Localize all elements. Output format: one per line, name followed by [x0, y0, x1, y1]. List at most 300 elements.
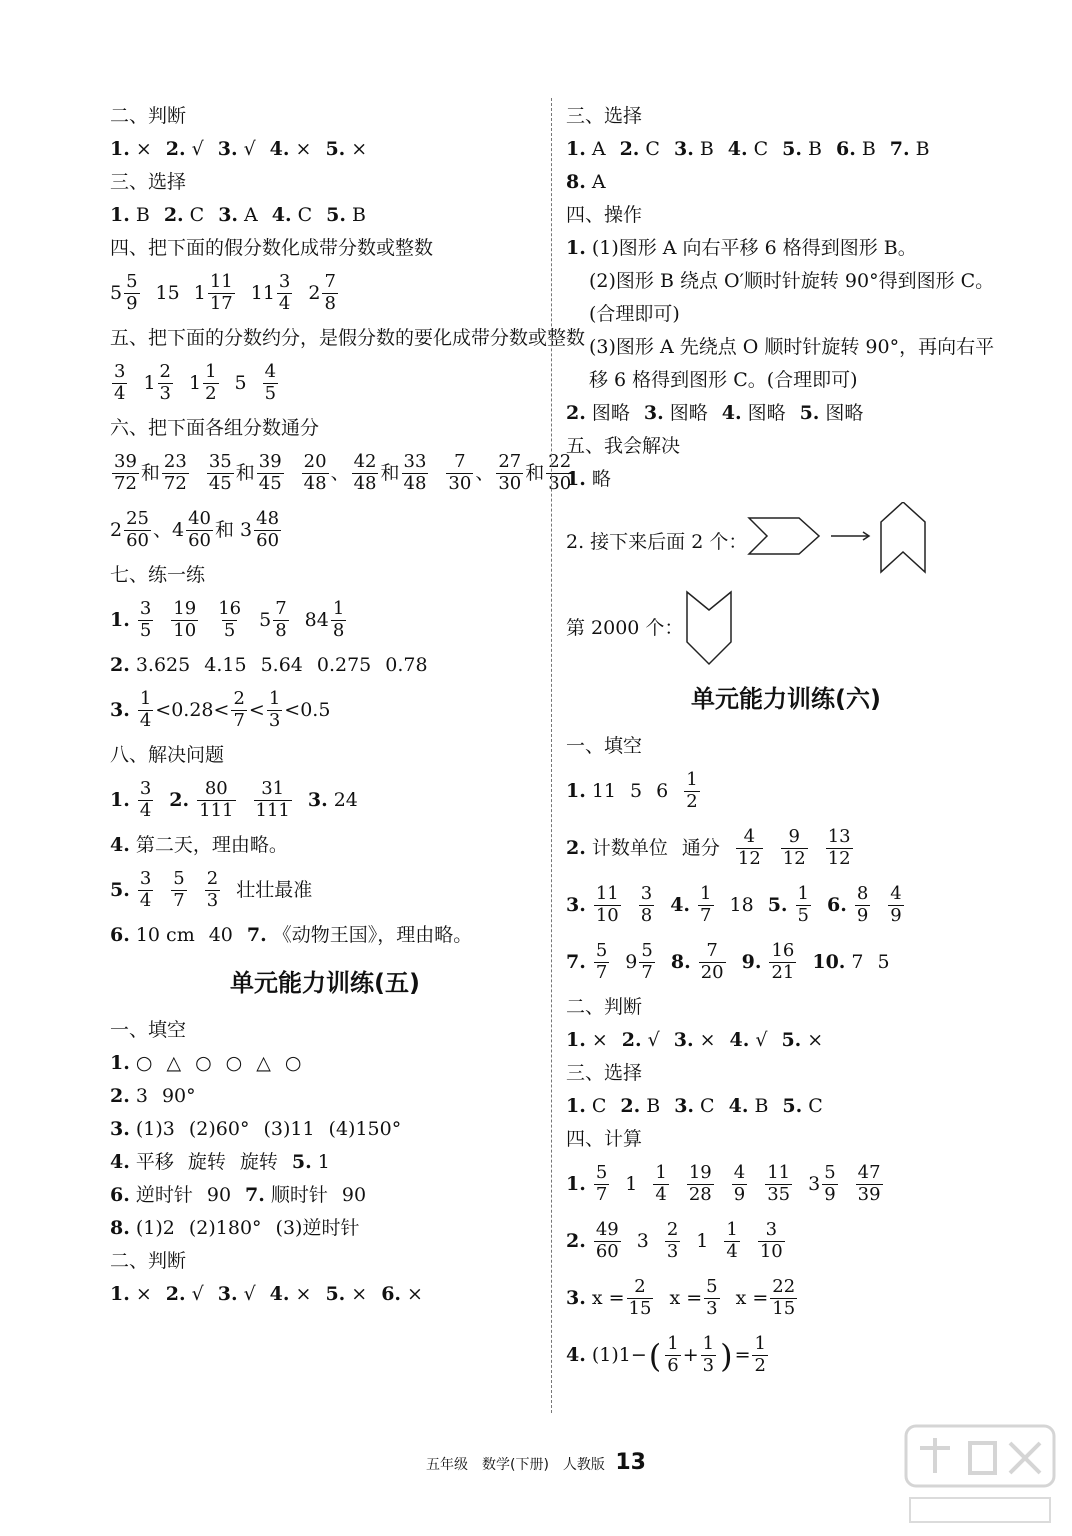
denominator: 3	[702, 1355, 715, 1376]
answer-item	[651, 1164, 670, 1205]
answer-text: √	[243, 1283, 256, 1306]
answer-item	[722, 1221, 741, 1262]
fraction	[796, 885, 811, 926]
fraction	[257, 453, 284, 494]
item-number: 4.	[721, 402, 742, 425]
answer-item	[670, 885, 715, 926]
answer-line	[110, 445, 572, 502]
answer-item	[110, 1283, 152, 1306]
answer-line	[566, 1024, 1006, 1057]
numerator: 80	[204, 778, 228, 800]
fraction	[112, 453, 139, 494]
numerator: 4	[733, 1162, 746, 1184]
denominator: 48	[353, 473, 377, 494]
item-number: 1.	[566, 1173, 586, 1196]
item-number: 4.	[670, 894, 691, 917]
answer-text: (4)150°	[328, 1118, 402, 1141]
denominator: 7	[700, 905, 712, 926]
answer-line	[110, 862, 540, 919]
answer-text: ×	[295, 138, 312, 161]
fraction	[704, 1278, 719, 1319]
denominator: 45	[208, 473, 232, 494]
answer-item	[189, 363, 221, 404]
denominator: 48	[403, 473, 427, 494]
answer-item	[566, 138, 606, 161]
section-heading: 二、判断	[110, 1250, 187, 1273]
item-number: 2.	[620, 1095, 641, 1118]
denominator: 2	[754, 1355, 766, 1376]
item-number: 3.	[566, 1287, 586, 1310]
item-number: 2.	[110, 654, 130, 677]
shape-answer	[566, 588, 1006, 668]
answer-item	[209, 924, 233, 947]
denominator: 6	[667, 1355, 679, 1376]
answer-line	[110, 1146, 540, 1179]
item-number: 8.	[566, 171, 586, 194]
answer-line	[566, 397, 1006, 430]
section-heading: 四、操作	[566, 204, 643, 227]
section-heading: 五、把下面的分数约分，是假分数的要化成带分数或整数	[110, 327, 586, 350]
item-number: 1.	[110, 1052, 130, 1075]
item-number: 2.	[566, 837, 586, 860]
answer-text: √	[191, 1283, 204, 1306]
answer-text: 《动物王国》，理由略。	[272, 924, 473, 947]
item-number: 7.	[889, 138, 910, 161]
denominator: 72	[114, 473, 137, 494]
numerator: 9	[788, 826, 800, 848]
answer-item	[326, 204, 366, 227]
answer-text: 90	[341, 1184, 367, 1207]
answer-item	[854, 1164, 885, 1205]
answer-line	[110, 829, 540, 862]
answer-item	[682, 837, 720, 860]
answer-item	[385, 654, 427, 677]
item-number: 4.	[566, 1344, 586, 1367]
answer-text: B	[352, 204, 366, 227]
answer-item	[756, 1221, 787, 1262]
answer-item	[566, 171, 606, 194]
answer-item	[300, 453, 431, 494]
answer-item	[110, 654, 190, 677]
numerator: 4	[890, 883, 902, 905]
numerator: 22	[548, 451, 572, 473]
answer-item	[276, 1217, 360, 1240]
answer-text: 1	[189, 372, 202, 395]
item-number: 1.	[110, 609, 130, 632]
item-number: 3.	[643, 402, 664, 425]
answer-item	[329, 1118, 402, 1141]
section-heading: 四、把下面的假分数化成带分数或整数	[110, 237, 434, 260]
answer-text: 逆时针	[135, 1184, 193, 1207]
item-number: 6.	[110, 924, 130, 947]
denominator: 12	[782, 848, 806, 869]
answer-text: ○	[284, 1052, 302, 1075]
section-heading: 三、选择	[566, 1062, 643, 1085]
page-number: 13	[615, 1450, 646, 1475]
answer-item	[342, 1184, 366, 1207]
fraction	[138, 600, 153, 641]
answer-item	[205, 453, 286, 494]
item-number: 4.	[271, 204, 292, 227]
fraction	[273, 600, 288, 641]
item-number: 5.	[782, 138, 803, 161]
fraction	[171, 600, 198, 641]
numerator: 2	[206, 868, 219, 890]
answer-item	[674, 1029, 716, 1052]
watermark-logo	[900, 1418, 1060, 1528]
numerator: 20	[303, 451, 327, 473]
answer-item	[566, 885, 623, 926]
answer-text: x =	[669, 1287, 703, 1310]
item-number: 1.	[110, 789, 130, 812]
answer-item	[663, 1221, 682, 1262]
fraction	[216, 600, 243, 641]
denominator: 35	[767, 1184, 791, 1205]
answer-text: 90°	[161, 1085, 196, 1108]
answer-line	[110, 1113, 540, 1146]
item-number: 1.	[566, 1095, 586, 1118]
answer-item	[110, 1217, 175, 1240]
numerator: 35	[208, 451, 232, 473]
answer-item	[808, 1164, 840, 1205]
denominator: 4	[139, 890, 152, 911]
answer-text: 平移	[135, 1151, 174, 1174]
answer-text: (2)60°	[188, 1118, 250, 1141]
answer-text: 7	[851, 951, 864, 974]
denominator: 48	[303, 473, 327, 494]
answer-line	[110, 1278, 540, 1311]
item-number: 5.	[291, 1151, 312, 1174]
item-number: 6.	[381, 1283, 402, 1306]
item-number: 4.	[729, 1029, 750, 1052]
numerator: 19	[173, 598, 197, 620]
answer-text: 2	[308, 282, 321, 305]
answer-paragraph: (2)图形 B 绕点 O′顺时针旋转 90°得到图形 C。(合理即可)	[589, 270, 995, 325]
shape-answer	[566, 496, 1006, 588]
answer-line	[566, 763, 1006, 820]
denominator: 4	[278, 293, 291, 314]
fraction	[302, 453, 329, 494]
denominator: 8	[324, 293, 336, 314]
answer-item	[143, 363, 175, 404]
answer-line	[566, 1156, 1006, 1213]
fraction	[446, 453, 473, 494]
answer-item	[625, 1173, 637, 1196]
answer-line	[566, 463, 1006, 496]
answer-text: (3)11	[263, 1118, 315, 1141]
answer-item	[188, 1151, 226, 1174]
answer-item	[730, 894, 754, 917]
fraction	[856, 1164, 883, 1205]
denominator: 3	[268, 710, 281, 731]
numerator: 1	[667, 1333, 679, 1355]
answer-item	[110, 834, 288, 857]
fraction	[769, 942, 796, 983]
answer-item	[226, 1052, 243, 1075]
answer-item	[162, 1085, 196, 1108]
item-number: 3.	[217, 138, 238, 161]
answer-item	[263, 1118, 314, 1141]
denominator: 9	[824, 1184, 836, 1205]
answer-item	[166, 1052, 181, 1075]
answer-line	[566, 166, 1006, 199]
denominator: 3	[159, 383, 171, 404]
answer-item	[890, 138, 930, 161]
answer-text: C	[645, 138, 660, 161]
next-two-shapes-figure	[747, 502, 937, 582]
answer-text: A	[591, 171, 606, 194]
answer-text: √	[191, 138, 204, 161]
denominator: 4	[139, 800, 152, 821]
answer-item	[729, 1095, 769, 1118]
answer-text: B	[808, 138, 822, 161]
item-number: 1.	[110, 204, 130, 227]
answer-line	[566, 133, 1006, 166]
answer-item	[110, 924, 195, 947]
answer-text: √	[647, 1029, 660, 1052]
answer-item	[781, 1029, 823, 1052]
item-number: 3.	[566, 894, 586, 917]
fraction	[277, 273, 292, 314]
answer-line	[110, 772, 540, 829]
answer-text: +	[682, 1344, 699, 1367]
denominator: 60	[595, 1241, 619, 1262]
denominator: 15	[772, 1298, 796, 1319]
answer-item	[674, 1095, 714, 1118]
answer-item	[566, 780, 616, 803]
answer-item	[166, 1283, 204, 1306]
answer-line	[566, 1327, 1006, 1384]
numerator: 5	[173, 868, 185, 890]
answer-line	[566, 877, 1006, 934]
numerator: 19	[688, 1162, 712, 1184]
numerator: 31	[261, 778, 285, 800]
answer-item	[566, 402, 630, 425]
answer-item	[566, 1164, 611, 1205]
column-divider	[551, 98, 552, 1413]
item-number: 10.	[812, 951, 846, 974]
numerator: 2	[666, 1219, 679, 1241]
answer-text: 5	[259, 609, 272, 632]
numerator: 42	[353, 451, 377, 473]
answer-item	[620, 138, 660, 161]
shape-2000-figure	[683, 588, 743, 668]
answer-text: B	[915, 138, 930, 161]
answer-item	[812, 951, 863, 974]
answer-item	[644, 402, 708, 425]
answer-paragraph: (3)图形 A 先绕点 O 顺时针旋转 90°，再向右平移 6 格得到图形 C。(合理即可)	[589, 336, 995, 391]
answer-text: 5	[234, 372, 247, 395]
answer-item	[218, 138, 256, 161]
numerator: 3	[765, 1219, 778, 1241]
fraction	[352, 453, 379, 494]
answer-line	[566, 232, 1006, 265]
answer-item	[305, 600, 349, 641]
answer-item	[566, 1029, 608, 1052]
answer-item	[261, 363, 280, 404]
item-number: 8.	[110, 1217, 130, 1240]
item-number: 4.	[110, 834, 130, 857]
numerator: 7	[454, 451, 466, 473]
answer-item	[110, 780, 155, 821]
answer-text: 1	[696, 1230, 709, 1253]
fraction	[197, 780, 235, 821]
item-number: 7.	[245, 1184, 265, 1207]
answer-text: 1	[143, 372, 156, 395]
fraction	[208, 273, 235, 314]
fraction	[758, 1221, 785, 1262]
answer-text: (1)2	[135, 1217, 175, 1240]
answer-item	[110, 1052, 152, 1075]
fraction	[594, 1221, 621, 1262]
answer-text: 5	[630, 780, 643, 803]
item-number: 1.	[566, 237, 586, 260]
denominator: 2	[686, 791, 698, 812]
answer-text: B	[861, 138, 876, 161]
answer-text: C	[808, 1095, 823, 1118]
answer-text: 40	[208, 924, 233, 947]
bracket: )	[720, 1336, 733, 1375]
answer-item	[110, 453, 191, 494]
numerator: 2	[634, 1276, 646, 1298]
fraction	[138, 690, 153, 731]
answer-text: 18	[729, 894, 754, 917]
numerator: 49	[595, 1219, 619, 1241]
answer-line	[110, 199, 540, 232]
denominator: 4	[139, 710, 152, 731]
answer-text: 1	[193, 282, 206, 305]
fraction	[736, 828, 763, 869]
item-number: 5.	[325, 1283, 346, 1306]
denominator: 8	[275, 620, 287, 641]
fraction	[124, 510, 151, 551]
fraction	[724, 1221, 739, 1262]
fraction	[665, 1221, 680, 1262]
answer-item	[824, 828, 855, 869]
answer-text: ×	[699, 1029, 716, 1052]
fraction	[698, 885, 713, 926]
answer-line	[566, 820, 1006, 877]
answer-item	[169, 780, 237, 821]
item-number: 4.	[110, 1151, 130, 1174]
denominator: 39	[857, 1184, 881, 1205]
numerator: 3	[139, 868, 152, 890]
answer-item	[566, 837, 668, 860]
item-number: 1.	[566, 468, 586, 491]
answer-text: 5	[110, 282, 123, 305]
answer-item	[630, 780, 642, 803]
bracket: (	[648, 1336, 662, 1375]
denominator: 3	[206, 890, 219, 911]
numerator: 5	[824, 1162, 836, 1184]
section-heading: 一、填空	[566, 735, 643, 758]
item-number: 4.	[269, 138, 290, 161]
fraction	[594, 1164, 609, 1205]
answer-item	[669, 1278, 721, 1319]
answer-item	[169, 870, 188, 911]
answer-text: 和	[380, 462, 400, 485]
numerator: 16	[771, 940, 795, 962]
numerator: 1	[139, 688, 152, 710]
answer-text: 和	[235, 462, 255, 485]
fraction	[653, 1164, 668, 1205]
answer-text: (1)1−	[591, 1344, 647, 1367]
answer-text: 和	[525, 462, 545, 485]
denominator: 10	[759, 1241, 783, 1262]
denominator: 30	[498, 473, 522, 494]
fraction	[263, 363, 278, 404]
fraction	[138, 870, 153, 911]
numerator: 11	[209, 271, 233, 293]
numerator: 27	[498, 451, 522, 473]
answer-text: C	[591, 1095, 607, 1118]
denominator: 60	[126, 530, 149, 551]
answer-line	[110, 502, 540, 559]
denominator: 45	[258, 473, 282, 494]
answer-item	[566, 1335, 770, 1376]
answer-item	[207, 1184, 231, 1207]
numerator: 4	[264, 361, 277, 383]
numerator: 3	[139, 598, 152, 620]
answer-text: ×	[407, 1283, 423, 1306]
numerator: 1	[702, 1333, 715, 1355]
denominator: 9	[126, 293, 138, 314]
answer-item	[110, 363, 129, 404]
answer-line	[110, 1047, 540, 1080]
answer-text: <0.5	[284, 699, 331, 722]
numerator: 5	[126, 271, 138, 293]
denominator: 5	[264, 383, 277, 404]
numerator: 48	[256, 508, 280, 530]
item-number: 1.	[110, 138, 130, 161]
fraction	[171, 870, 186, 911]
numerator: 47	[857, 1162, 881, 1184]
answer-text: ×	[351, 1283, 368, 1306]
answer-item	[730, 1164, 749, 1205]
numerator: 5	[706, 1276, 718, 1298]
denominator: 9	[733, 1184, 746, 1205]
answer-item	[164, 204, 204, 227]
answer-line	[566, 934, 1006, 991]
answer-item	[251, 273, 295, 314]
answer-item	[886, 885, 905, 926]
fraction	[699, 942, 726, 983]
answer-item	[252, 780, 294, 821]
answer-text: 5	[877, 951, 890, 974]
denominator: 21	[771, 962, 795, 983]
numerator: 5	[641, 940, 653, 962]
numerator: 39	[114, 451, 137, 473]
answer-text: 0.78	[385, 654, 428, 677]
answer-line	[110, 1179, 540, 1212]
answer-text: 1	[317, 1151, 330, 1174]
answer-item	[110, 273, 142, 314]
answer-text: x =	[591, 1287, 625, 1310]
item-number: 3.	[307, 789, 328, 812]
answer-item	[169, 600, 200, 641]
item-number: 3.	[673, 138, 694, 161]
fraction	[203, 363, 218, 404]
fraction	[322, 273, 337, 314]
unit-title: 单元能力训练(六)	[691, 684, 881, 713]
fraction	[594, 885, 621, 926]
answer-item	[768, 885, 813, 926]
answer-item	[734, 828, 765, 869]
answer-item	[381, 1283, 423, 1306]
item-number: 4.	[727, 138, 748, 161]
numerator: 40	[188, 508, 211, 530]
answer-item	[166, 138, 204, 161]
